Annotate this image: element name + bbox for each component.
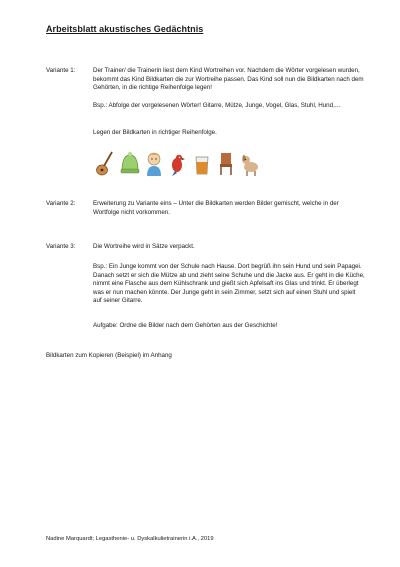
variant-3-example: Bsp.: Ein Junge kommt von der Schule nach Hause. Dort begrüß ihn sein Hund und sein Papagei. Danach setzt er sich die Mütze ab und zieht seine Schuhe und die Jacke aus. Er geht in die Küche, nimmt eine Flasche aus dem Kühlschrank und gießt sich Apfelsaft ins Glas und trinkt. Er überlegt was er nun machen könnte. Der Junge geht in sein Zimmer, setzt sich auf einen Stuhl und spielt auf seiner Gitarre. — [93, 263, 365, 305]
variant-3-label: Variante 3: — [46, 243, 76, 250]
variant-1-label: Variante 1: — [46, 67, 76, 74]
picture-cards-row — [95, 149, 261, 177]
chair-icon — [215, 149, 237, 177]
variant-3-task: Aufgabe: Ordne die Bilder nach dem Gehörten aus der Geschichte! — [93, 322, 278, 329]
variant-1-example: Bsp.: Abfolge der vorgelesenen Wörter! Gitarre, Mütze, Junge, Vogel, Glas, Stuhl, Hund,… — [93, 102, 341, 109]
variant-2-description: Erweiterung zu Variante eins – Unter die Bildkarten werden Bilder gemischt, welche in der Wortfolge nicht vorkommen. — [93, 200, 339, 216]
dog-icon — [239, 149, 261, 177]
document-title: Arbeitsblatt akustisches Gedächtnis — [46, 24, 204, 34]
glass-icon — [191, 149, 213, 177]
hat-icon — [119, 149, 141, 177]
guitar-icon — [95, 149, 117, 177]
page-footer: Nadine Marquardt; Legasthenie- u. Dyskalkulietrainerin i.A., 2019 — [46, 536, 214, 542]
variant-1-instruction: Legen der Bildkarten in richtiger Reihenfolge. — [93, 129, 217, 136]
boy-icon — [143, 149, 165, 177]
variant-1-description: Der Trainer/ die Trainerin liest dem Kind Wortreihen vor. Nachdem die Wörter vorgelesen wurden, bekommt das Kind Bildkarten die zur Wortreihe passen. Das Kind soll nun die Bildkarten nach dem Gehörten, in die richtige Reihenfolge legen! — [93, 67, 364, 92]
variant-2-label: Variante 2: — [46, 200, 76, 207]
variant-3-description: Die Wortreihe wird in Sätze verpackt. — [93, 243, 195, 250]
bird-icon — [167, 149, 189, 177]
appendix-note: Bildkarten zum Kopieren (Beispiel) im Anhang — [46, 352, 172, 359]
